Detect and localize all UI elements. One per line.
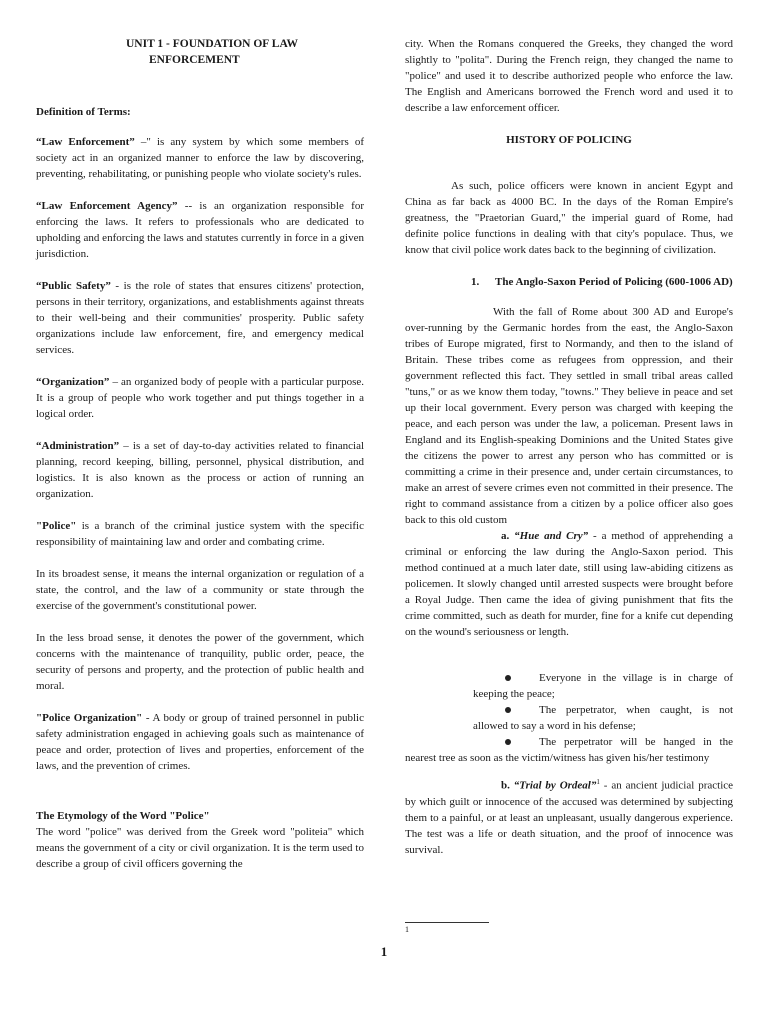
bullet-icon xyxy=(505,739,511,745)
definition-public-safety: “Public Safety” - is the role of states that ensures citizens' protection, persons in their territory, organizations, and establishments against threats to their well-being and their communities' prosperity. Public safety organizations include law enforcement, fire, and emergency medical services. xyxy=(36,280,365,356)
definition-law-enforcement-agency: “Law Enforcement Agency” -- is an organization responsible for enforcing the laws. It refers to professionals who are dedicated to upholding and enforcing the laws and statutes currently in force in a given jurisdiction. xyxy=(36,200,364,260)
history-heading: HISTORY OF POLICING xyxy=(506,134,632,146)
page-number: 1 xyxy=(380,944,388,959)
bullet-icon xyxy=(505,675,511,681)
footnote-marker: 1 xyxy=(405,925,409,934)
anglo-saxon-period-heading: 1. The Anglo-Saxon Period of Policing (600-1006 AD) xyxy=(471,276,733,288)
hue-and-cry-paragraph: a. “Hue and Cry” - a method of apprehending a criminal or enforcing the law during the Anglo-Saxon period. This method continued at a much later date, still using law-abiding citizens as policemen. It slowly changed until arrested suspects were brought before a Royal Judge. Then came the idea of giving punishment that fits the crime committed, such as death for murder, fine for a knife cut depending on the wound's seriousness or length. xyxy=(405,530,733,638)
history-intro: As such, police officers were known in ancient Egypt and China as far back as 4000 BC. In the days of the Roman Empire's greatness, the "Praetorian Guard," the imperial guard of Rome, had definite police functions in dealing with that city's populace. Thus, we know that civil police work dates back to the beginning of civilization. xyxy=(405,180,733,256)
list-item: The perpetrator will be hanged in the nearest tree as soon as the victim/witness has given his/her testimony xyxy=(405,736,733,764)
definition-police-organization: "Police Organization" - A body or group of trained personnel in public safety administration engaged in achieving goals such as maintenance of peace and order, protection of lives and properties, enforcement of the laws, and the prevention of crimes. xyxy=(36,712,364,772)
definition-police: "Police" is a branch of the criminal justice system with the specific responsibility of maintaining law and order and combating crime. xyxy=(36,520,364,548)
definition-administration: “Administration” – is a set of day-to-day activities related to financial planning, record keeping, billing, personnel, physical distribution, and logistics. It is also known as the process or action of running an organization. xyxy=(36,440,365,500)
anglo-saxon-paragraph: With the fall of Rome about 300 AD and Europe's over-running by the Germanic hordes from the east, the Anglo-Saxon tribes of Europe migrated, first to Normandy, and then to the island of Britain. These tribes come as refugees from oppression, and their government reflected this fact. They settled in small tribal areas called "tuns," or as we know them today, "towns." They believe in peace and set up their local government. Every person was charged with keeping the peace, and each person was under the law, a policeman. Present laws in England and its English-speaking Dominions and the United States give the citizens the power to arrest any person who has committed or is committing a crime in their presence and, under certain circumstances, to make an arrest of severe crimes even not committed in their presence. The right to command assistance from a citizen by a police officer also goes back to this old custom xyxy=(405,306,733,526)
less-broad-sense-paragraph: In the less broad sense, it denotes the power of the government, which concerns with the maintenance of tranquility, public order, peace, the security of persons and property, and the protection of public health and moral. xyxy=(36,632,364,692)
etymology-heading: The Etymology of the Word "Police" xyxy=(36,810,210,822)
definition-organization: “Organization” – an organized body of people with a particular purpose. It is a group of people who work together and put things together in a logical order. xyxy=(36,376,365,420)
bullet-icon xyxy=(505,707,511,713)
trial-by-ordeal-paragraph: b. “Trial by Ordeal”$^1$ - an ancient judicial practice by which guilt or innocence of the accused was determined by subjecting them to a painful, or at least an unpleasant, usually dangerous experience. The test was a life or death situation, and the proof of innocence was survival. xyxy=(405,778,734,856)
broadest-sense-paragraph: In its broadest sense, it means the internal organization or regulation of a state, the control, and the law of a community or state through the exercise of the government's constitutional power. xyxy=(36,568,364,612)
etymology-continued: city. When the Romans conquered the Greeks, they changed the word slightly to "polita". During the French reign, they changed the name to "police" and used it to describe authorized people who enforce the law. The English and Americans borrowed the French word and used it to describe a law enforcement officer. xyxy=(405,38,733,114)
list-item: The perpetrator, when caught, is not allowed to say a word in his defense; xyxy=(473,704,733,732)
page-title: UNIT 1 - FOUNDATION OF LAW ENFORCEMENT xyxy=(126,38,298,66)
definition-law-enforcement: “Law Enforcement” –" is any system by which some members of society act in an organized manner to enforce the law by discovering, preventing, rehabilitating, or punishing people who violate society's rules. xyxy=(36,136,364,180)
definition-heading: Definition of Terms: xyxy=(36,106,131,118)
etymology-paragraph: The word "police" was derived from the Greek word "politeia" which means the government of a city or civil organization. It is the term used to describe a group of civil officers governing the xyxy=(36,826,364,870)
list-item: Everyone in the village is in charge of keeping the peace; xyxy=(473,672,733,700)
left-column xyxy=(36,36,364,872)
bullet-list xyxy=(405,670,733,766)
footnote-rule xyxy=(405,922,489,923)
right-column xyxy=(405,36,733,858)
